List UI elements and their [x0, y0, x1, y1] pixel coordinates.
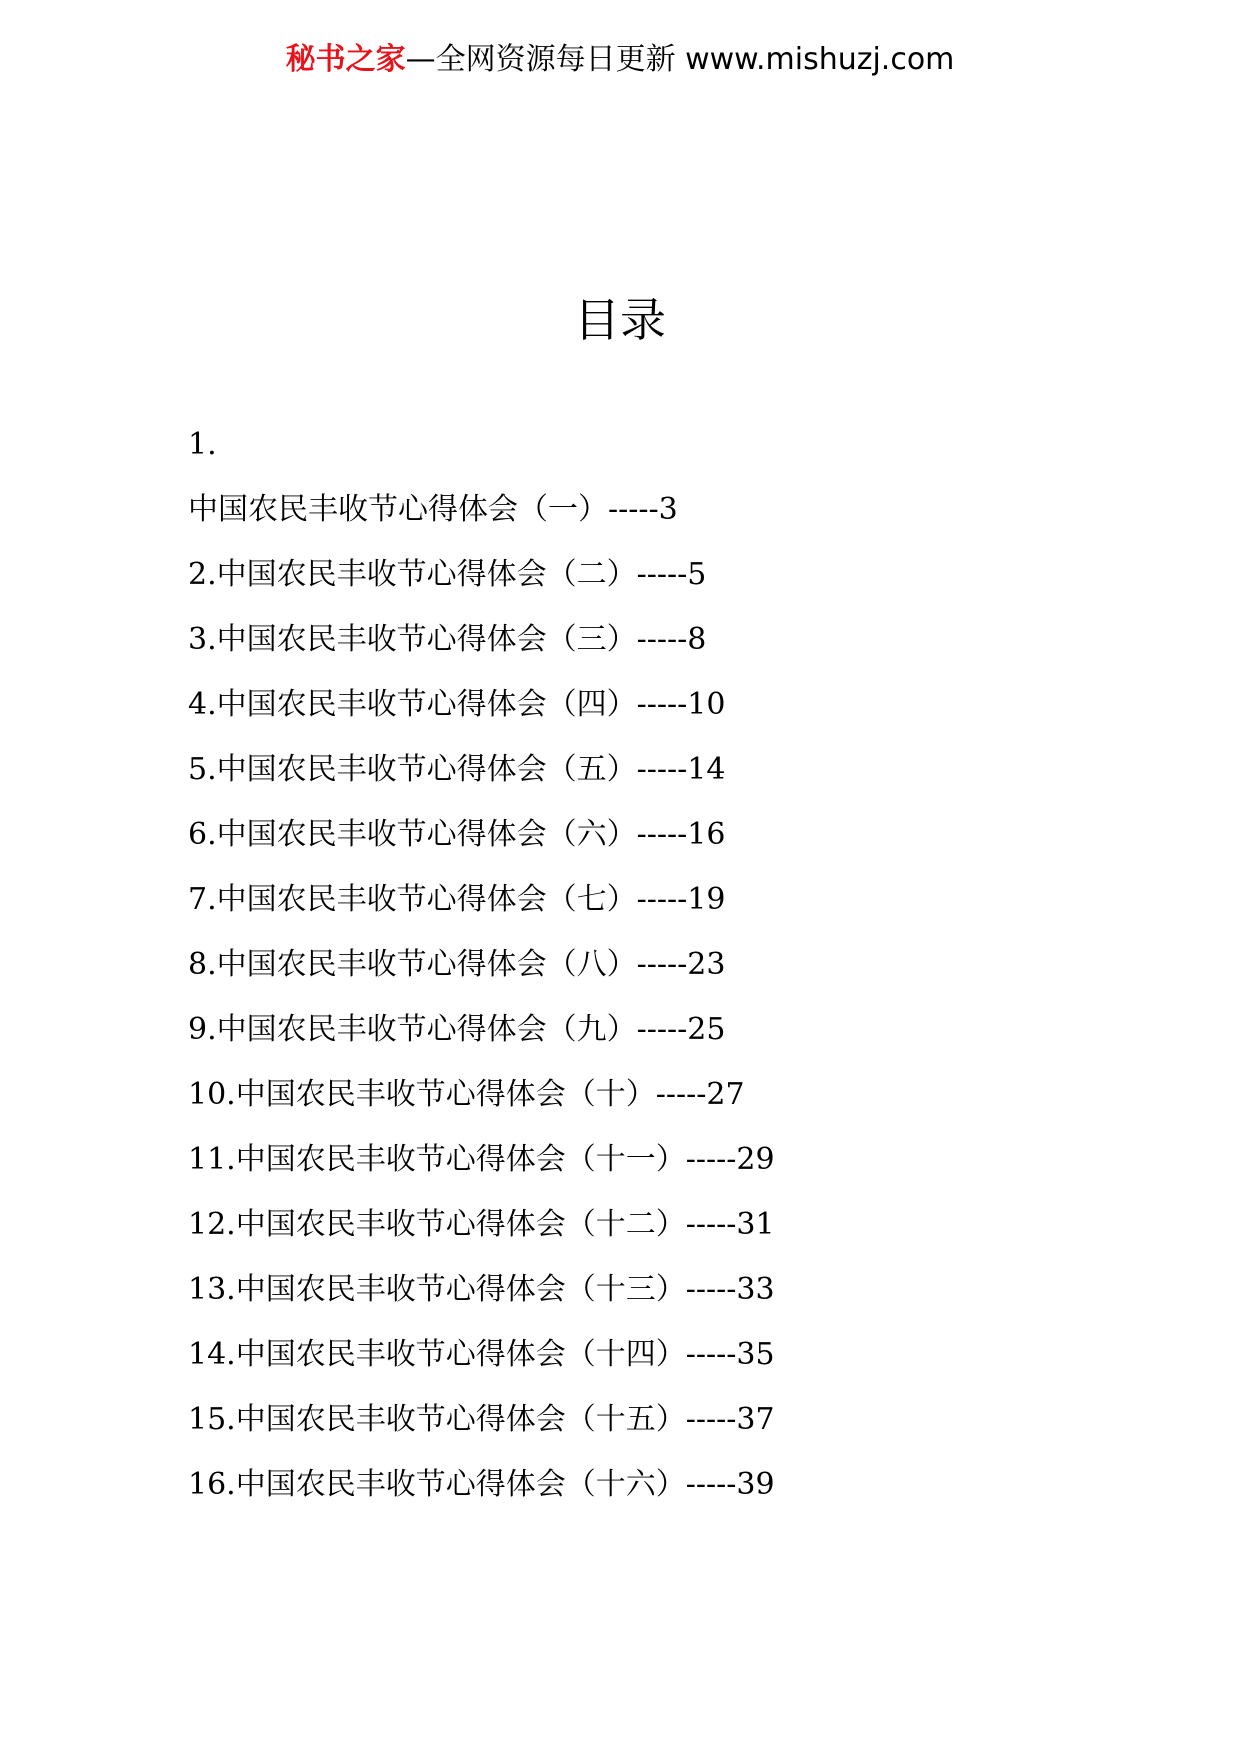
toc-entry-8[interactable]: 8.中国农民丰收节心得体会（八）-----23 [188, 947, 726, 982]
header-tagline: —全网资源每日更新 www.mishuzj.com [405, 42, 955, 77]
page-header [0, 40, 1240, 80]
toc-entry-11[interactable]: 11.中国农民丰收节心得体会（十一）-----29 [188, 1142, 775, 1177]
toc-entry-10[interactable]: 10.中国农民丰收节心得体会（十）-----27 [188, 1077, 745, 1112]
toc-entry-1-number[interactable]: 1. [188, 427, 217, 462]
toc-entry-5[interactable]: 5.中国农民丰收节心得体会（五）-----14 [188, 752, 726, 787]
page-title: 目录 [574, 293, 666, 347]
table-of-contents [188, 412, 1088, 1517]
toc-entry-3[interactable]: 3.中国农民丰收节心得体会（三）-----8 [188, 622, 707, 657]
toc-entry-9[interactable]: 9.中国农民丰收节心得体会（九）-----25 [188, 1012, 726, 1047]
toc-entry-12[interactable]: 12.中国农民丰收节心得体会（十二）-----31 [188, 1207, 775, 1242]
toc-entry-16[interactable]: 16.中国农民丰收节心得体会（十六）-----39 [188, 1467, 775, 1502]
toc-entry-4[interactable]: 4.中国农民丰收节心得体会（四）-----10 [188, 687, 726, 722]
toc-entry-6[interactable]: 6.中国农民丰收节心得体会（六）-----16 [188, 817, 726, 852]
toc-entry-13[interactable]: 13.中国农民丰收节心得体会（十三）-----33 [188, 1272, 775, 1307]
toc-entry-15[interactable]: 15.中国农民丰收节心得体会（十五）-----37 [188, 1402, 775, 1437]
toc-entry-2[interactable]: 2.中国农民丰收节心得体会（二）-----5 [188, 557, 707, 592]
toc-entry-1[interactable]: 中国农民丰收节心得体会（一）-----3 [188, 492, 678, 527]
brand-name: 秘书之家 [285, 42, 406, 77]
toc-entry-14[interactable]: 14.中国农民丰收节心得体会（十四）-----35 [188, 1337, 775, 1372]
toc-entry-7[interactable]: 7.中国农民丰收节心得体会（七）-----19 [188, 882, 726, 917]
